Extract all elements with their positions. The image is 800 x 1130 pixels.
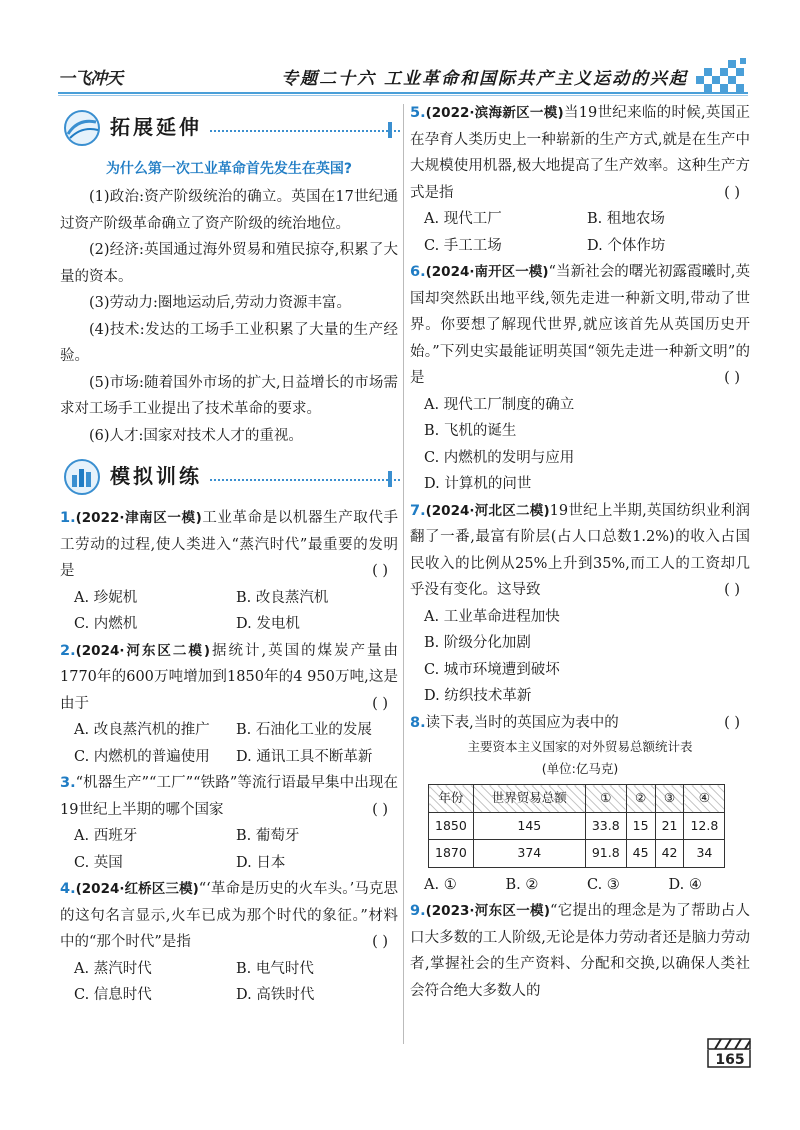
extension-point: (1)政治:资产阶级统治的确立。英国在17世纪通过资产阶级革命确立了资产阶级的统治地位。 (60, 189, 398, 232)
option-a[interactable]: A. 现代工厂 (424, 211, 502, 227)
question-text: “机器生产”“工厂”“铁路”等流行语最早集中出现在19世纪上半期的哪个国家 (60, 775, 398, 818)
options (410, 206, 750, 233)
question-source: (2024·河东区二模) (75, 642, 211, 659)
table-caption: 主要资本主义国家的对外贸易总额统计表 (467, 739, 693, 754)
options (60, 611, 398, 638)
question-number: 2. (60, 642, 76, 659)
question-1 (60, 505, 398, 585)
column-divider (403, 104, 404, 1044)
question-text: “当新社会的曙光初露霞曦时,英国却突然跃出地平线,领先走进一种新文明,带动了世界。你要想了解现代世界,就应该首先从英国历史开始。”下列史实最能证明英国“领先走进一种新文明”的是 (410, 264, 750, 386)
table-cell: 15 (626, 812, 655, 840)
option-b[interactable]: B. 租地农场 (587, 211, 665, 227)
options (410, 233, 750, 260)
options (410, 872, 750, 899)
table-cell: 145 (473, 812, 585, 840)
option-d[interactable]: D. 高铁时代 (236, 987, 315, 1003)
option-d[interactable]: D. 个体作坊 (587, 237, 666, 254)
question-text: 据统计,英国的煤炭产量由1770年的600万吨增加到1850年的4 950万吨,这是由于 (60, 642, 398, 712)
answer-bracket[interactable]: ( ) (724, 370, 740, 386)
option-a[interactable]: A. 西班牙 (74, 828, 138, 844)
table-header-cell: ① (585, 785, 626, 813)
page-header (58, 62, 748, 92)
question-text: 19世纪上半期,英国纺织业利润翻了一番,最富有阶层(占人口总数1.2%)的收入占国民收入的比例从25%上升到35%,而工人的工资却几乎没有变化。这导致 (410, 502, 751, 598)
question-text: “‘革命是历史的火车头。’马克思的这句名言显示,火车已成为那个时代的象征。”材料中的“那个时代”是指 (60, 881, 398, 950)
extension-point: (5)市场:随着国外市场的扩大,日益增长的市场需求对工场手工业提出了技术革命的要求。 (60, 374, 398, 417)
option-c[interactable]: C. 手工工场 (424, 237, 502, 254)
option-c[interactable]: C. 英国 (74, 854, 123, 871)
question-number: 6. (410, 264, 426, 280)
table-unit: (单位:亿马克) (541, 761, 619, 776)
extension-point: (2)经济:英国通过海外贸易和殖民掠夺,积累了大量的资本。 (60, 242, 398, 285)
training-heading: 模拟训练 (110, 464, 202, 488)
right-column (410, 100, 750, 1004)
answer-bracket[interactable]: ( ) (724, 582, 740, 598)
options (60, 982, 398, 1009)
table-row (429, 812, 725, 840)
extension-point: (3)劳动力:圈地运动后,劳动力资源丰富。 (89, 295, 352, 311)
option-a[interactable]: A. 工业革命进程加快 (424, 608, 560, 625)
answer-bracket[interactable]: ( ) (372, 695, 388, 712)
option-c[interactable]: C. ③ (587, 876, 620, 893)
option-d[interactable]: D. ④ (668, 876, 702, 893)
option-c[interactable]: C. 内燃机的普遍使用 (74, 748, 210, 765)
options (60, 585, 398, 612)
question-2 (60, 638, 398, 718)
table-header-cell: ③ (655, 785, 684, 813)
extension-badge-icon (60, 108, 106, 148)
options (60, 850, 398, 877)
question-7 (410, 498, 750, 604)
answer-bracket[interactable]: ( ) (724, 714, 740, 731)
chapter-title: 专题二十六 工业革命和国际共产主义运动的兴起 (281, 69, 688, 89)
heading-dotted-rule (210, 130, 400, 132)
option-d[interactable]: D. 纺织技术革新 (424, 688, 532, 704)
option-d[interactable]: D. 通讯工具不断革新 (236, 748, 373, 765)
table-header-cell: ④ (684, 785, 725, 813)
table-header-cell: 世界贸易总额 (473, 785, 585, 813)
question-number: 7. (410, 502, 426, 519)
heading-end-mark (388, 471, 392, 487)
option-c[interactable]: C. 城市环境遭到破坏 (424, 661, 560, 678)
table-cell: 45 (626, 840, 655, 868)
question-text: 当19世纪来临的时候,英国正在孕育人类历史上一种崭新的生产方式,就是在生产中大规模使用机器,极大地提高了生产效率。这种生产方式是指 (410, 105, 751, 201)
page-number: 165 (715, 1052, 745, 1068)
options (60, 744, 398, 771)
question-source: (2024·红桥区三模) (75, 881, 199, 897)
option-a[interactable]: A. 珍妮机 (74, 589, 138, 606)
option-d[interactable]: D. 日本 (236, 854, 286, 871)
option-a[interactable]: A. 改良蒸汽机的推广 (74, 722, 210, 738)
table-cell: 1870 (429, 840, 474, 868)
extension-point: (4)技术:发达的工场手工业积累了大量的生产经验。 (60, 321, 398, 364)
option-b[interactable]: B. 电气时代 (236, 960, 314, 977)
table-cell: 91.8 (585, 840, 626, 868)
table-cell: 21 (655, 812, 684, 840)
question-source: (2022·滨海新区一模) (425, 105, 564, 121)
extension-point: (6)人才:国家对技术人才的重视。 (89, 427, 303, 444)
table-header-cell: 年份 (429, 785, 474, 813)
question-8 (410, 710, 750, 737)
table-header-cell: ② (626, 785, 655, 813)
table-cell: 12.8 (684, 812, 725, 840)
question-number: 9. (410, 903, 426, 919)
extension-heading: 拓展延伸 (110, 115, 202, 139)
option-a[interactable]: A. 现代工厂制度的确立 (424, 396, 575, 413)
training-badge-icon (60, 457, 106, 497)
table-header-row (429, 785, 725, 813)
question-number: 3. (60, 775, 76, 791)
question-number: 1. (60, 510, 76, 526)
question-source: (2022·津南区一模) (75, 510, 202, 526)
option-b[interactable]: B. 阶级分化加剧 (424, 635, 531, 651)
trade-table (428, 784, 725, 868)
option-b[interactable]: B. 石油化工业的发展 (236, 722, 372, 738)
question-source: (2023·河东区一模) (425, 903, 551, 919)
option-a[interactable]: A. ① (424, 876, 457, 893)
extension-section-header (60, 108, 398, 150)
question-3 (60, 770, 398, 823)
header-rule (58, 92, 748, 94)
question-text: “它提出的理念是为了帮助占人口大多数的工人阶级,无论是体力劳动者还是脑力劳动者,掌握社会的生产资料、分配和交换,以确保人类社会符合绝大多数人的 (410, 903, 750, 999)
option-c[interactable]: C. 内燃机的发明与应用 (424, 449, 575, 466)
extension-question: 为什么第一次工业革命首先发生在英国? (105, 161, 353, 177)
answer-bracket[interactable]: ( ) (372, 934, 388, 950)
question-text: 读下表,当时的英国应为表中的 (425, 714, 619, 731)
option-b[interactable]: B. 改良蒸汽机 (236, 589, 329, 606)
option-b[interactable]: B. ② (505, 876, 539, 893)
question-4 (60, 876, 398, 956)
options (60, 956, 398, 983)
question-6 (410, 259, 750, 392)
left-column (60, 108, 398, 1009)
question-5 (410, 100, 750, 206)
question-source: (2024·南开区一模) (425, 264, 549, 280)
question-number: 8. (410, 714, 426, 731)
table-cell: 33.8 (585, 812, 626, 840)
header-rule-thin (58, 95, 748, 96)
question-number: 4. (60, 881, 76, 897)
checker-decoration-icon (696, 58, 748, 92)
table-cell: 1850 (429, 812, 474, 840)
option-d[interactable]: D. 发电机 (236, 616, 300, 632)
option-d[interactable]: D. 计算机的问世 (424, 476, 532, 492)
options (60, 823, 398, 850)
options (60, 717, 398, 744)
table-cell: 42 (655, 840, 684, 868)
answer-bracket[interactable]: ( ) (724, 184, 740, 201)
heading-end-mark (388, 122, 392, 138)
answer-bracket[interactable]: ( ) (372, 801, 388, 818)
option-b[interactable]: B. 飞机的诞生 (424, 423, 517, 439)
heading-dotted-rule (210, 479, 400, 481)
table-cell: 34 (684, 840, 725, 868)
table-cell: 374 (473, 840, 585, 868)
question-source: (2024·河北区二模) (425, 502, 550, 519)
option-a[interactable]: A. 蒸汽时代 (74, 960, 152, 977)
brand-logo: 一飞冲天 (58, 69, 122, 89)
question-text: 工业革命是以机器生产取代手工劳动的过程,使人类进入“蒸汽时代”最重要的发明是 (60, 510, 398, 579)
training-section-header (60, 457, 398, 499)
answer-bracket[interactable]: ( ) (372, 563, 388, 579)
option-c[interactable]: C. 内燃机 (74, 616, 138, 632)
question-number: 5. (410, 105, 426, 121)
option-b[interactable]: B. 葡萄牙 (236, 828, 300, 844)
option-c[interactable]: C. 信息时代 (74, 987, 152, 1003)
question-9 (410, 898, 750, 1004)
table-row (429, 840, 725, 868)
